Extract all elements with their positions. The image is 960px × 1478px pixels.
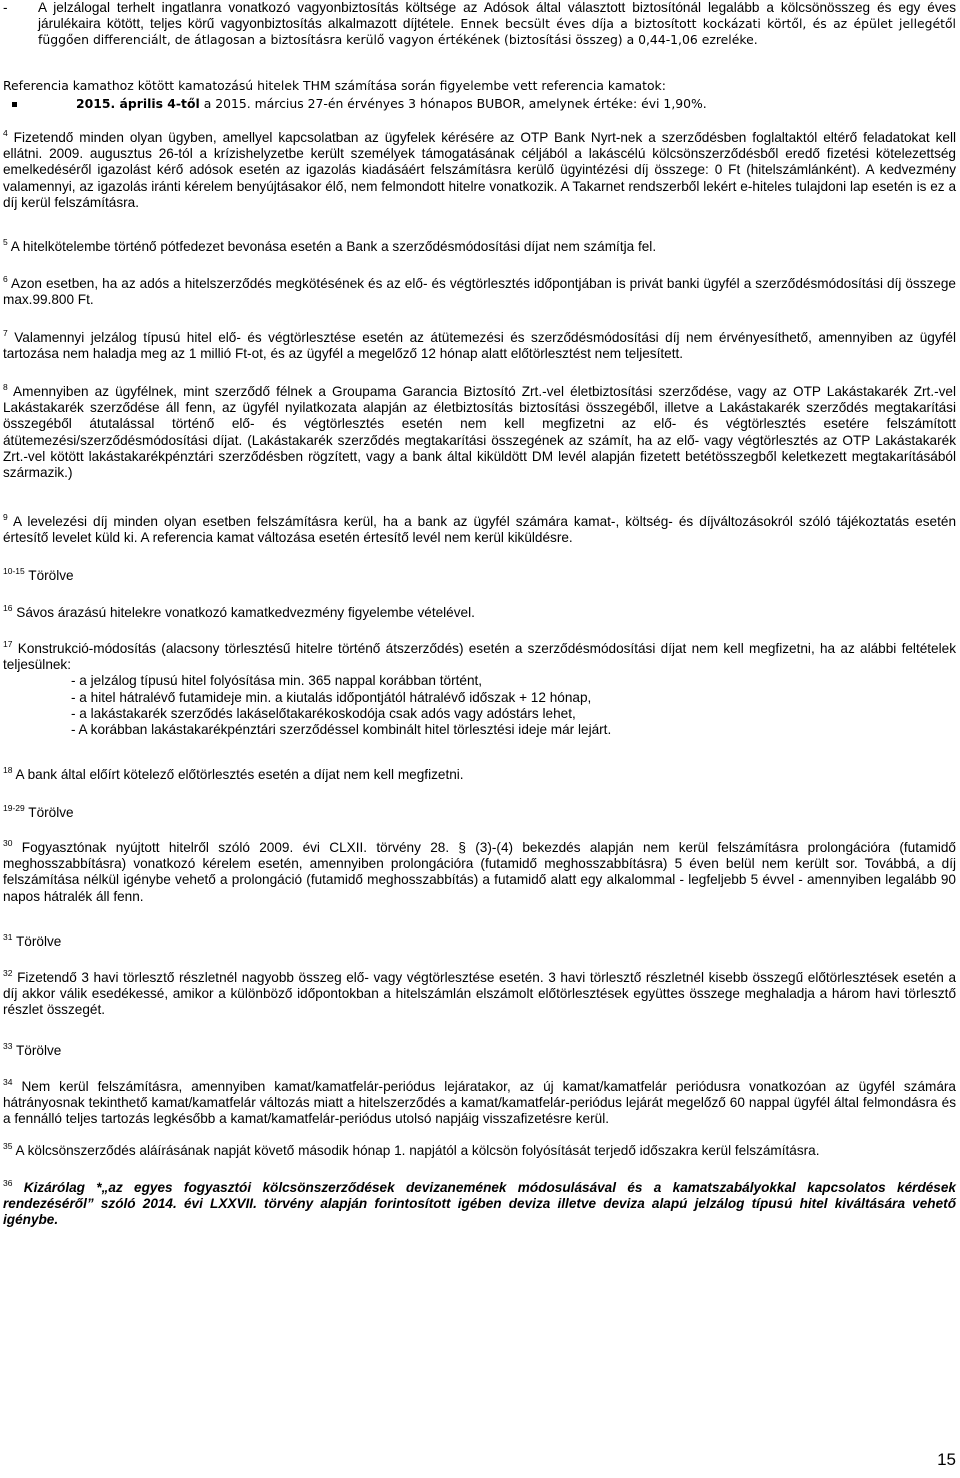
intro-dash: - [3, 0, 8, 15]
footnote-9-number: 9 [3, 512, 8, 522]
footnote-6-number: 6 [3, 274, 8, 284]
footnote-16-text: Sávos árazású hitelekre vonatkozó kamatkedvezmény figyelembe vételével. [16, 605, 475, 620]
footnote-16 [3, 605, 956, 621]
footnote-30-text: Fogyasztónak nyújtott hitelről szóló 2009. évi CLXII. törvény 28. § (3)-(4) bekezdés alapján nem kerül felszámításra prolongációra (futamidő meghosszabbításra) vonatkozó kérelem esetén, amennyiben prolongációra (futamidő meghosszabbításra) 5 éven belül nem került sor. Továbbá, a díj felszámítása nélkül igénybe vehető a prolongáció (futamidő meghosszabbítás) a futamidő alatt egy alkalommal - legfeljebb 5 évvel - amennyiben legalább 90 napos hátralék áll fenn. [3, 840, 956, 904]
footnote-32-text: Fizetendő 3 havi törlesztő részletnél nagyobb összeg elő- vagy végtörlesztése esetén. 3 havi törlesztő részletnél kisebb összegű előtörlesztések esetén a díj akkor válik esedékessé, amikor a különböző időpontokban a hitelszámlán elszámolt előtörlesztések együttes összege meghaladja a három havi törlesztő részlet összegét. [3, 970, 956, 1018]
footnote-6 [3, 276, 956, 308]
footnote-4-text: Fizetendő minden olyan ügyben, amellyel kapcsolatban az ügyfelek kérésére az OTP Bank Nyrt-nek a szerződésben foglaltaktól eltérő feladatokat kell ellátni. 2009. augusztus 26-tól a krízishelyzetbe került személyek támogatásának céljából a lakáscélú kölcsönszerződésből eredő fizetési kötelezettség emelkedéséről igazolást kérő adósok esetén az igazolás kiadásáért felszámításra kerülő ügyintézési díj összege: 0 Ft (hitelszámlánként). A kedvezmény valamennyi, az igazolás iránti kérelem benyújtásakor élő, nem felmondott hitelre vonatkozik. A Takarnet rendszerből lekért e-hiteles tulajdoni lap esetén is ez a díj kerül felszámításra. [3, 130, 956, 210]
footnote-30 [3, 840, 956, 905]
footnote-17-item: - a jelzálog típusú hitel folyósítása min. 365 nappal korábban történt, [71, 673, 483, 689]
footnote-10-15 [3, 568, 956, 584]
footnote-17-number: 17 [3, 639, 13, 649]
footnote-32-number: 32 [3, 968, 13, 978]
footnote-17-item: - a lakástakarék szerződés lakáselőtakarékoskodója csak adós vagy adóstárs lehet, [71, 705, 576, 721]
bullet-text: a 2015. március 27-én érvényes 3 hónapos BUBOR, amelynek értéke: évi 1,90%. [203, 96, 707, 111]
footnote-19-29-number: 19-29 [3, 803, 25, 813]
footnote-17-item: - A korábban lakástakarékpénztári szerződéssel kombinált hitel törlesztési ideje már lejárt. [71, 722, 612, 738]
footnote-18 [3, 767, 956, 783]
footnote-31-number: 31 [3, 932, 13, 942]
footnote-17-text: Konstrukció-módosítás (alacsony törlesztésű hitelre történő átszerződés) esetén a szerződésmódosítási díjat nem kell megfizetni, ha az alábbi feltételek teljesülnek: [3, 641, 956, 673]
footnote-17-item: - a hitel hátralévő futamideje min. a kiutalás időpontjától hátralévő időszak + 12 hónap, [71, 689, 592, 705]
footnote-9-text: A levelezési díj minden olyan esetben felszámításra kerül, ha a bank az ügyfél számára kamat-, költség- és díjváltozásokról szóló tájékoztatás esetén értesítő levelet küld ki. A referencia kamat változása esetén értesítő levél nem kerül kiküldésre. [3, 514, 957, 546]
footnote-8-number: 8 [3, 382, 8, 392]
footnote-33-text: Törölve [16, 1043, 62, 1058]
footnote-16-number: 16 [3, 603, 13, 613]
footnote-30-number: 30 [3, 838, 13, 848]
footnote-8-text: Amennyiben az ügyfélnek, mint szerződő félnek a Groupama Garancia Biztosító Zrt.-vel életbiztosítási szerződése, vagy az OTP Lakástakarék Zrt.-vel Lakástakarék szerződése áll fenn, az ügyfél nyilatkozata alapján az életbiztosítás biztosítási összegéből, illetve a Lakástakarék szerződés megtakarítási összegéből átutalással történő elő- és végtörlesztés esetén nem kell megfizetni az elő- és végtörlesztés esetére felszámított átütemezési/szerződésmódosítási díjat. (Lakástakarék szerződés megtakarítási összegének az számít, ha az elő- vagy végtörlesztés az OTP Lakástakarék Zrt.-vel kötött lakástakarékpénztári szerződésben rögzített, vagy a bank által kiküldött DM levél alapján fizetett betétösszegből keletkezett megtakarításából származik.) [3, 384, 956, 481]
footnote-34 [3, 1079, 956, 1128]
footnote-35-number: 35 [3, 1141, 13, 1151]
footnote-9 [3, 514, 956, 546]
footnote-34-text: Nem kerül felszámításra, amennyiben kamat/kamatfelár-periódus lejáratakor, az új kamat/kamatfelár periódusra vonatkozóan az ügyfél számára hátrányosnak tekinthető kamat/kamatfelár változás miatt a hitelszerződés a kamat/kamatfelár-periódus lejárát megelőző 60 nappal ügyfél által felmondásra és a fennálló teljes tartozás legkésőbb a kamat/kamatfelár-periódus utolsó napjáig visszafizetésre kerül. [3, 1079, 956, 1127]
footnote-34-number: 34 [3, 1077, 13, 1087]
page-number: 15 [937, 1450, 956, 1469]
footnote-36-text: Kizárólag *„az egyes fogyasztói kölcsönszerződések devizanemének módosulásával és a kamatszabályokkal kapcsolatos kérdések rendezéséről” szóló 2014. évi LXXVII. törvény alapján forintosított igében deviza illetve deviza alapú jelzálog típusú hitel kiváltására vehető igénybe. [3, 1180, 956, 1228]
footnote-18-text: A bank által előírt kötelező előtörlesztés esetén a díjat nem kell megfizetni. [15, 767, 464, 782]
footnote-5-text: A hitelkötelembe történő pótfedezet bevonása esetén a Bank a szerződésmódosítási díjat nem számítja fel. [10, 239, 657, 254]
footnote-10-15-number: 10-15 [3, 566, 25, 576]
footnote-35-text: A kölcsönszerződés aláírásának napját követő második hónap 1. napjától a kölcsön folyósítását terjedő időszakra kerül felszámításra. [15, 1143, 820, 1158]
bullet-square-icon [12, 102, 17, 107]
footnote-33-number: 33 [3, 1041, 13, 1051]
footnote-33 [3, 1043, 956, 1059]
footnote-17 [3, 641, 956, 738]
footnote-10-15-text: Törölve [28, 568, 74, 583]
footnote-7-text: Valamennyi jelzálog típusú hitel elő- és végtörlesztése esetén az átütemezési és szerződésmódosítási díj nem érvényesíthető, amennyiben az ügyfél tartozása nem haladja meg az 1 millió Ft-ot, és az ügyfél a megelőző 12 hónap alatt előtörlesztést nem teljesített. [3, 330, 956, 362]
bullet-date: 2015. április 4-től [76, 96, 200, 111]
footnote-19-29 [3, 805, 956, 821]
footnote-31-text: Törölve [16, 934, 62, 949]
intro-continuation: Ennek becsült éves díja a biztosított kockázati körtől, és az épület jellegétől függően differenciált, de átlagosan a biztosításra kerülő vagyon értékének (biztosítási összeg) a 0,44-1,06 ezreléke. [38, 16, 957, 48]
footnote-6-text: Azon esetben, ha az adós a hitelszerződés megkötésének és az elő- és végtörlesztés időpontjában is privát banki ügyfél a szerződésmódosítási díj összege max.99.800 Ft. [3, 276, 956, 308]
footnote-35 [3, 1143, 956, 1159]
footnote-4-number: 4 [3, 128, 8, 138]
footnote-18-number: 18 [3, 765, 13, 775]
footnote-36-number: 36 [3, 1178, 13, 1188]
footnote-32 [3, 970, 956, 1019]
footnote-4 [3, 130, 956, 211]
footnote-31 [3, 934, 956, 950]
reference-rate-line: Referencia kamathoz kötött kamatozású hitelek THM számítása során figyelembe vett referencia kamatok: [3, 78, 666, 93]
intro-text: A jelzálogal terhelt ingatlanra vonatkozó vagyonbiztosítás költsége az Adósok által választott biztosítónál legalább a kölcsönösszeg és egy éves járulékaira kötött, teljes körű vagyonbiztosítás alkalmazott díjtétele. [38, 0, 956, 32]
footnote-7-number: 7 [3, 328, 8, 338]
reference-rate-bullet [76, 96, 707, 112]
footnote-5 [3, 239, 956, 255]
footnote-19-29-text: Törölve [28, 805, 74, 820]
footnote-7 [3, 330, 956, 362]
footnote-8 [3, 384, 956, 481]
footnote-5-number: 5 [3, 237, 8, 247]
footnote-36 [3, 1180, 956, 1229]
